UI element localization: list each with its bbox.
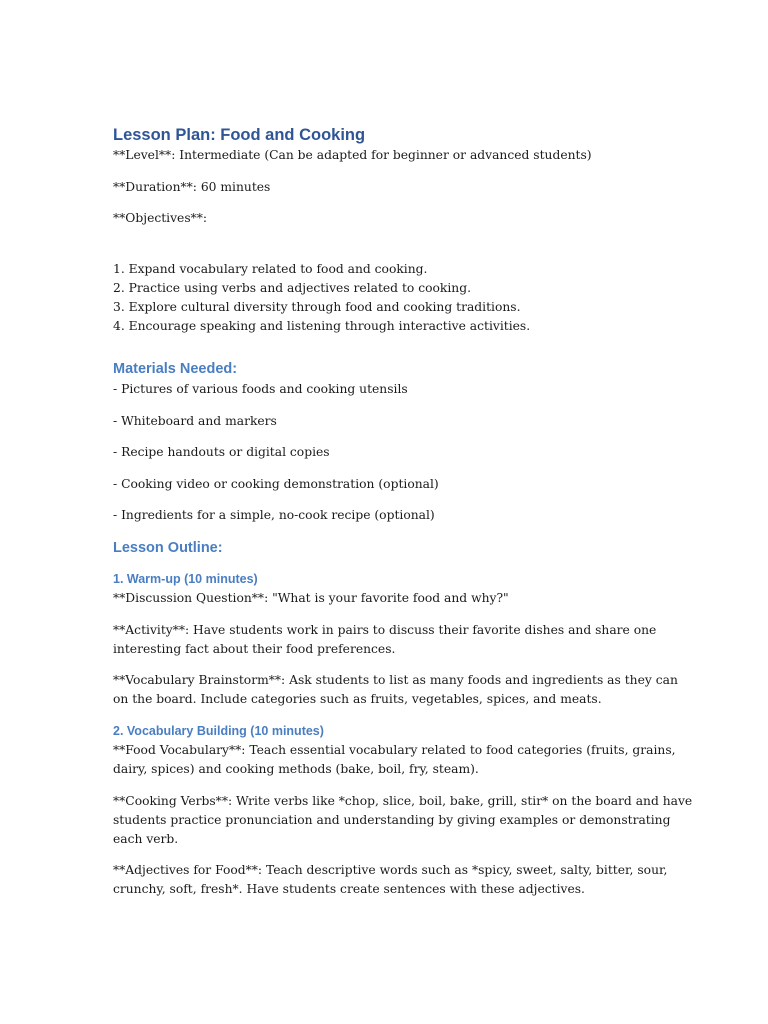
objective-item: 1. Expand vocabulary related to food and cooking. (113, 262, 428, 276)
level-text: **Level**: Intermediate (Can be adapted for beginner or advanced students) (113, 148, 592, 162)
material-item: - Whiteboard and markers (113, 413, 277, 428)
material-item: - Recipe handouts or digital copies (113, 445, 330, 459)
brainstorm-line: on the board. Include categories such as fruits, vegetables, spices, and meats. (113, 692, 602, 706)
outline-heading: Lesson Outline: (113, 540, 223, 556)
food-vocab-line: dairy, spices) and cooking methods (bake, boil, fry, steam). (113, 762, 479, 776)
warmup-heading: 1. Warm-up (10 minutes) (113, 572, 258, 586)
vocab-heading: 2. Vocabulary Building (10 minutes) (113, 724, 324, 738)
material-item: - Cooking video or cooking demonstration (optional) (113, 476, 439, 491)
objective-item: 4. Encourage speaking and listening through interactive activities. (113, 319, 531, 333)
activity-paragraph (113, 621, 673, 659)
activity-line: **Activity**: Have students work in pairs to discuss their favorite dishes and share one (113, 622, 657, 637)
discussion-question: **Discussion Question**: "What is your favorite food and why?" (113, 591, 509, 605)
objectives-label: **Objectives**: (113, 211, 208, 225)
brainstorm-line: **Vocabulary Brainstorm**: Ask students to list as many foods and ingredients as they can (113, 673, 678, 687)
document-title: Lesson Plan: Food and Cooking (113, 126, 366, 144)
food-vocab-paragraph (113, 741, 676, 779)
material-item: - Pictures of various foods and cooking utensils (113, 382, 408, 396)
food-vocab-line: **Food Vocabulary**: Teach essential vocabulary related to food categories (fruits, grains, (113, 743, 676, 757)
cooking-verbs-line: each verb. (113, 831, 179, 846)
cooking-verbs-paragraph (113, 792, 693, 849)
objectives-list (113, 260, 673, 336)
objective-item: 3. Explore cultural diversity through food and cooking traditions. (113, 300, 521, 314)
materials-list (113, 380, 673, 525)
cooking-verbs-line: students practice pronunciation and understanding by giving examples or demonstrating (113, 812, 671, 827)
cooking-verbs-line: **Cooking Verbs**: Write verbs like *chop, slice, boil, bake, grill, stir* on the board and have (113, 793, 693, 808)
activity-line: interesting fact about their food preferences. (113, 641, 396, 656)
duration-text: **Duration**: 60 minutes (113, 179, 271, 194)
adjectives-paragraph (113, 861, 673, 899)
material-item: - Ingredients for a simple, no-cook recipe (optional) (113, 508, 435, 522)
materials-heading: Materials Needed: (113, 361, 238, 377)
adjectives-line: crunchy, soft, fresh*. Have students create sentences with these adjectives. (113, 882, 585, 896)
brainstorm-paragraph (113, 671, 678, 709)
adjectives-line: **Adjectives for Food**: Teach descriptive words such as *spicy, sweet, salty, bitter, sour, (113, 863, 668, 877)
document-page (113, 124, 693, 899)
objective-item: 2. Practice using verbs and adjectives related to cooking. (113, 281, 471, 295)
